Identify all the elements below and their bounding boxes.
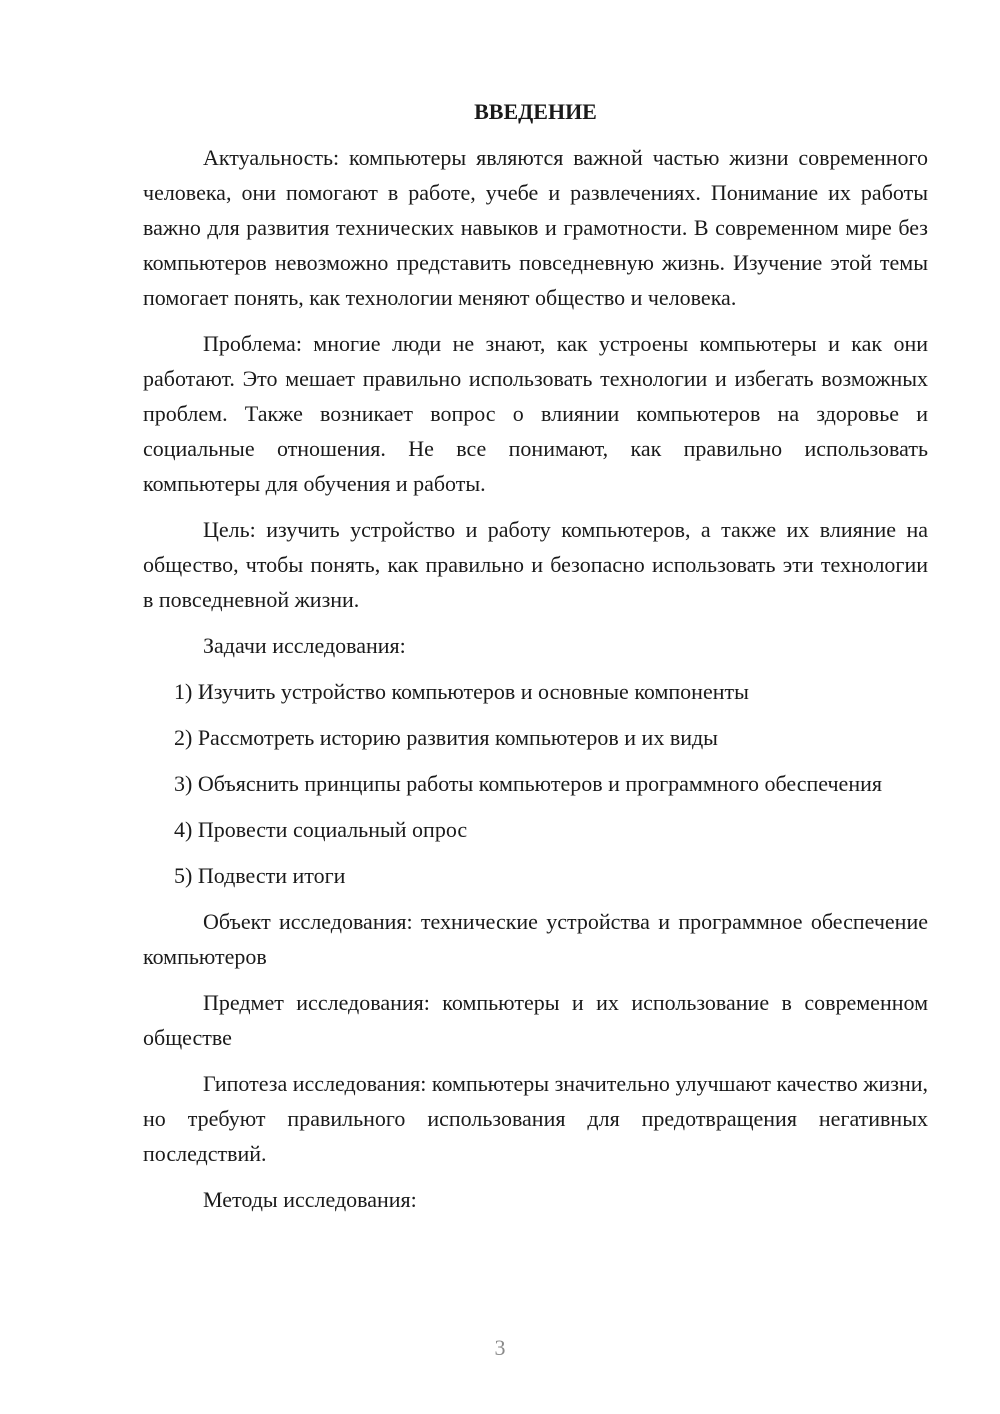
subject-paragraph: Предмет исследования: компьютеры и их использование в современном обществе xyxy=(143,990,928,1050)
page-number: 3 xyxy=(494,1335,506,1360)
task-item-1: 1) Изучить устройство компьютеров и основные компоненты xyxy=(174,679,749,704)
tasks-heading: Задачи исследования: xyxy=(203,633,406,658)
task-item-4: 4) Провести социальный опрос xyxy=(174,817,468,842)
hypothesis-paragraph: Гипотеза исследования: компьютеры значительно улучшают качество жизни, но требуют правильного использования для предотвращения негативных последствий. xyxy=(143,1071,928,1166)
problem-paragraph: Проблема: многие люди не знают, как устроены компьютеры и как они работают. Это мешает правильно использовать технологии и избегать возможных проблем. Также возникает вопрос о влиянии компьютеров на здоровье и социальные отношения. Не все понимают, как правильно использовать компьютеры для обучения и работы. xyxy=(143,331,928,496)
object-paragraph: Объект исследования: технические устройства и программное обеспечение компьютеров xyxy=(143,909,928,969)
methods-heading: Методы исследования: xyxy=(203,1187,417,1212)
page-title: ВВЕДЕНИЕ xyxy=(474,99,597,124)
task-item-5: 5) Подвести итоги xyxy=(174,863,346,888)
tasks-list xyxy=(143,674,928,893)
task-item-3: 3) Объяснить принципы работы компьютеров и программного обеспечения xyxy=(174,771,882,796)
task-item-2: 2) Рассмотреть историю развития компьютеров и их виды xyxy=(174,725,718,750)
document-page xyxy=(143,94,928,1228)
goal-paragraph: Цель: изучить устройство и работу компьютеров, а также их влияние на общество, чтобы понять, как правильно и безопасно использовать эти технологии в повседневной жизни. xyxy=(143,517,928,612)
relevance-paragraph: Актуальность: компьютеры являются важной частью жизни современного человека, они помогают в работе, учебе и развлечениях. Понимание их работы важно для развития технических навыков и грамотности. В современном мире без компьютеров невозможно представить повседневную жизнь. Изучение этой темы помогает понять, как технологии меняют общество и человека. xyxy=(143,145,928,310)
